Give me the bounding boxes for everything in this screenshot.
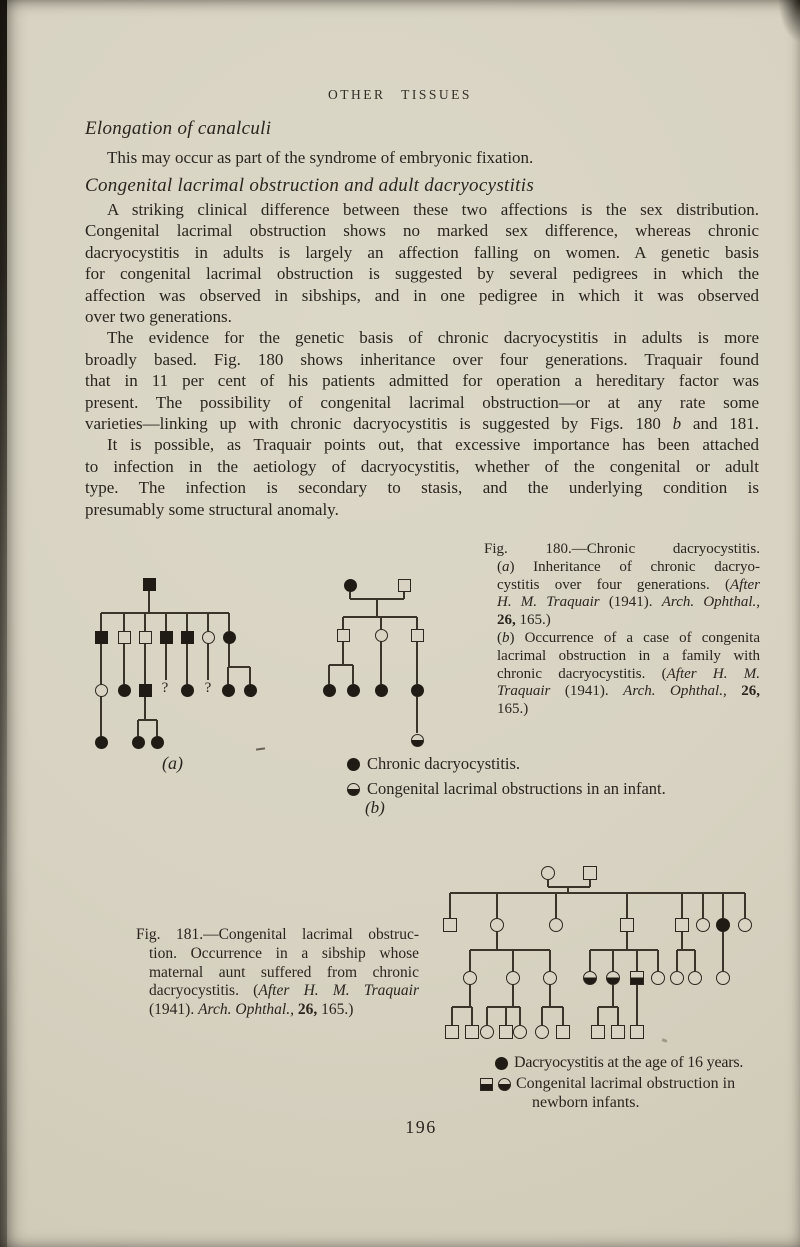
open-square-symbol <box>118 631 131 644</box>
filled-circle-icon <box>347 758 360 771</box>
fig181-legend-congenital-line2: newborn infants. <box>532 1094 640 1111</box>
body-text-line: to infection in the aetiology of dacryocystitis, whether of the congenital or adult <box>85 456 759 476</box>
filled-square-symbol <box>139 684 152 697</box>
open-circle-symbol <box>535 1025 549 1039</box>
fig180-pedigree-a-line <box>165 613 166 631</box>
fig181-pedigree-line <box>487 1006 520 1007</box>
running-head: OTHER TISSUES <box>328 87 472 102</box>
fig180-legend-congenital-text: Congenital lacrimal obstructions in an infant. <box>367 779 666 798</box>
fig180-pedigree-b-line <box>380 617 381 629</box>
filled-circle-symbol <box>344 579 357 592</box>
fig180-pedigree-a-line <box>249 667 250 684</box>
fig181-pedigree-line <box>470 949 550 950</box>
fig180-pedigree-b-line <box>342 641 343 665</box>
section-heading-congenital: Congenital lacrimal obstruction and adult dacryocystitis <box>85 175 535 196</box>
fig181-pedigree-line <box>626 893 627 918</box>
fig180-pedigree-b-line <box>416 617 417 629</box>
half-filled-circle-symbol <box>583 971 597 985</box>
body-text-line: It is possible, as Traquair points out, that excessive importance has been attached <box>107 435 759 455</box>
fig181-caption-line: tion. Occurrence in a sibship whose <box>149 944 419 962</box>
fig180-caption-line: (a) Inheritance of chronic dacryo- <box>497 558 760 575</box>
open-circle-symbol <box>543 971 557 985</box>
fig180-pedigree-a-line <box>165 643 166 680</box>
filled-circle-symbol <box>323 684 336 697</box>
fig181-pedigree-line <box>562 1007 563 1025</box>
fig180-pedigree-a-line <box>123 643 124 684</box>
fig181-pedigree-line <box>744 893 745 918</box>
fig181-pedigree-line <box>722 893 723 918</box>
fig181-pedigree-line <box>496 932 497 950</box>
filled-circle-symbol <box>222 684 235 697</box>
fig180-caption-line: lacrimal obstruction in a family with <box>497 647 760 664</box>
fig180-pedigree-b-line <box>328 665 329 684</box>
fig180-pedigree-b-line <box>376 599 377 617</box>
fig180-pedigree-a-line <box>207 613 208 631</box>
body-text-line: affection was observed in sibships, and in one pedigree in which it was observed <box>85 285 759 305</box>
fig180-caption-line: Fig. 180.—Chronic dacryocystitis. <box>484 541 760 557</box>
open-circle-symbol <box>375 629 388 642</box>
fig181-pedigree-line <box>612 985 613 1007</box>
open-square-symbol <box>675 918 689 932</box>
fig180-caption-line: 165.) <box>497 701 529 718</box>
body-text-line: A striking clinical difference between these two affections is the sex distribution. <box>107 200 759 219</box>
body-text-line: The evidence for the genetic basis of chronic dacryocystitis in adults is more <box>107 328 759 348</box>
open-square-symbol <box>556 1025 570 1039</box>
fig180-pedigree-a-line <box>138 719 157 720</box>
half-filled-circle-symbol <box>606 971 620 985</box>
open-circle-symbol <box>696 918 710 932</box>
open-square-symbol <box>398 579 411 592</box>
fig180-label-b: (b) <box>365 798 385 817</box>
open-circle-symbol <box>651 971 665 985</box>
filled-circle-symbol <box>132 736 145 749</box>
fig180-pedigree-a-line <box>156 720 157 736</box>
section-heading-elongation: Elongation of canalculi <box>85 118 272 139</box>
fig181-pedigree-line <box>597 1007 598 1025</box>
fig180-pedigree-a-line <box>144 613 145 631</box>
fig181-legend-dacryocystitis <box>495 1054 743 1072</box>
fig181-pedigree-line <box>542 1006 563 1007</box>
fig180-legend-chronic-text: Chronic dacryocystitis. <box>367 754 521 773</box>
fig181-pedigree-line <box>676 950 677 971</box>
open-square-symbol <box>465 1025 479 1039</box>
fig181-pedigree-line <box>657 950 658 971</box>
filled-circle-symbol <box>151 736 164 749</box>
fig181-pedigree-line <box>452 1006 472 1007</box>
filled-square-symbol <box>181 631 194 644</box>
fig181-pedigree-line <box>450 892 745 893</box>
fig181-pedigree-line <box>694 950 695 971</box>
open-square-symbol <box>630 1025 644 1039</box>
fig181-pedigree-line <box>496 893 497 918</box>
half-filled-circle-icon <box>498 1078 511 1091</box>
body-text-line: present. The possibility of congenital lacrimal obstruction—or at any rate some <box>85 392 759 412</box>
open-square-symbol <box>445 1025 459 1039</box>
open-square-symbol <box>611 1025 625 1039</box>
fig181-legend-dacryocystitis-text: Dacryocystitis at the age of 16 years. <box>514 1054 744 1071</box>
fig181-caption <box>136 926 419 1020</box>
open-square-symbol <box>411 629 424 642</box>
fig181-pedigree-line <box>512 985 513 1007</box>
fig180-caption-line: cystitis over four generations. (After <box>497 576 760 593</box>
open-square-symbol <box>139 631 152 644</box>
fig181-legend-congenital-text: Congenital lacrimal obstruction in <box>516 1075 736 1092</box>
fig181-legend-congenital <box>480 1075 735 1093</box>
fig181-pedigree-line <box>449 893 450 918</box>
open-circle-symbol <box>688 971 702 985</box>
fig180-legend-chronic <box>347 754 520 774</box>
fig180-pedigree-b-line <box>416 641 417 684</box>
fig181-pedigree-line <box>722 932 723 971</box>
fig180-pedigree-a-line <box>144 696 145 720</box>
fig180-pedigree-a-line <box>100 696 101 736</box>
fig181-pedigree-line <box>469 950 470 971</box>
fig181-pedigree-line <box>612 950 613 971</box>
fig181-pedigree-line <box>677 949 695 950</box>
open-circle-symbol <box>541 866 555 880</box>
fig181-pedigree-line <box>681 893 682 918</box>
open-circle-symbol <box>549 918 563 932</box>
open-circle-symbol <box>480 1025 494 1039</box>
filled-circle-symbol <box>411 684 424 697</box>
fig180-pedigree-b-line <box>329 664 353 665</box>
filled-circle-symbol <box>118 684 131 697</box>
fig180-pedigree-a-line <box>148 590 149 613</box>
fig180-pedigree-b-line <box>416 697 417 733</box>
open-circle-symbol <box>202 631 215 644</box>
filled-circle-symbol <box>244 684 257 697</box>
filled-square-symbol <box>143 578 156 591</box>
body-text-line: broadly based. Fig. 180 shows inheritance over four generations. Traquair found <box>85 349 759 369</box>
fig180-pedigree-a-line <box>123 613 124 631</box>
open-square-symbol <box>443 918 457 932</box>
open-circle-symbol <box>95 684 108 697</box>
fig180-pedigree-a-line <box>186 613 187 631</box>
open-circle-symbol <box>463 971 477 985</box>
fig180-caption-line: H. M. Traquair (1941). Arch. Ophthal., <box>497 594 760 611</box>
fig181-caption-line: dacryocystitis. (After H. M. Traquair <box>149 982 419 1000</box>
fig180-pedigree-b-line <box>380 641 381 684</box>
fig181-pedigree-line <box>681 932 682 950</box>
fig180-label-a: (a) <box>162 753 183 773</box>
fig180-caption-line: chronic dacryocystitis. (After H. M. <box>497 665 760 682</box>
fig181-pedigree-line <box>512 950 513 971</box>
fig180-legend-congenital <box>347 779 666 799</box>
fig181-pedigree-line <box>486 1007 487 1025</box>
filled-circle-symbol <box>223 631 236 644</box>
open-circle-symbol <box>738 918 752 932</box>
body-text-line: that in 11 per cent of his patients admitted for operation a hereditary factor was <box>85 371 759 391</box>
fig180-caption-line: 26, 165.) <box>497 612 551 629</box>
fig181-pedigree-line <box>505 1007 506 1025</box>
fig180-pedigree-a-line <box>100 643 101 684</box>
fig181-pedigree-line <box>548 886 590 887</box>
fig181-caption-line: Fig. 181.—Congenital lacrimal obstruc- <box>136 926 419 943</box>
open-circle-symbol <box>716 971 730 985</box>
fig180-pedigree-a-line <box>228 643 229 667</box>
open-circle-symbol <box>506 971 520 985</box>
fig180-pedigree-b-line <box>352 665 353 684</box>
fig181-pedigree-line <box>549 950 550 971</box>
fig181-pedigree-line <box>590 949 658 950</box>
fig181-caption-line: (1941). Arch. Ophthal., 26, 165.) <box>149 1001 354 1019</box>
half-filled-square-symbol <box>630 971 644 985</box>
open-square-symbol <box>591 1025 605 1039</box>
open-square-symbol <box>620 918 634 932</box>
filled-circle-symbol <box>347 684 360 697</box>
fig181-pedigree-line <box>469 985 470 1007</box>
fig181-pedigree-line <box>636 950 637 971</box>
fig181-caption-line: maternal aunt suffered from chronic <box>149 963 419 981</box>
open-circle-symbol <box>513 1025 527 1039</box>
intro-sentence: This may occur as part of the syndrome of embryonic fixation. <box>107 148 534 167</box>
fig181-pedigree-line <box>519 1007 520 1025</box>
body-text-line: dacryocystitis in adults is largely an affection falling on women. A genetic basis <box>85 242 759 262</box>
fig181-pedigree-line <box>541 1007 542 1025</box>
fig181-pedigree-line <box>555 893 556 918</box>
body-text-line: type. The infection is secondary to stasis, and the underlying condition is <box>85 478 759 498</box>
body-text-line: for congenital lacrimal obstruction is suggested by several pedigrees in which the <box>85 264 759 284</box>
open-square-symbol <box>337 629 350 642</box>
fig180-pedigree-a-line <box>100 613 101 631</box>
fig181-pedigree-line <box>451 1007 452 1025</box>
fig181-pedigree-line <box>617 1007 618 1025</box>
open-square-symbol <box>499 1025 513 1039</box>
fig181-pedigree-line <box>636 985 637 1025</box>
half-filled-circle-icon <box>347 783 360 796</box>
fig180-pedigree-a-line <box>228 613 229 631</box>
fig180-pedigree-a-line <box>227 667 228 684</box>
uncertain-question-mark: ? <box>204 680 212 696</box>
fig180-pedigree-a-line <box>207 643 208 680</box>
filled-square-symbol <box>95 631 108 644</box>
fig181-pedigree-line <box>702 893 703 918</box>
fig180-caption-line: (b) Occurrence of a case of congenita <box>497 629 760 646</box>
fig181-pedigree-line <box>471 1007 472 1025</box>
fig180-caption-line: Traquair (1941). Arch. Ophthal., 26, <box>497 683 760 700</box>
open-square-symbol <box>583 866 597 880</box>
filled-circle-symbol <box>181 684 194 697</box>
fig181-pedigree-line <box>549 985 550 1007</box>
fig181-pedigree-line <box>589 950 590 971</box>
half-filled-circle-symbol <box>411 734 424 747</box>
half-filled-square-icon <box>480 1078 493 1091</box>
filled-circle-symbol <box>95 736 108 749</box>
page-number: 196 <box>405 1117 437 1137</box>
uncertain-question-mark: ? <box>161 680 169 696</box>
body-text-line: over two generations. <box>85 307 232 327</box>
fig180-pedigree-a-line <box>228 666 250 667</box>
open-circle-symbol <box>490 918 504 932</box>
fig180-pedigree-a-line <box>137 720 138 736</box>
body-text-line: Congenital lacrimal obstruction shows no marked sex difference, whereas chronic <box>85 221 759 241</box>
filled-square-symbol <box>160 631 173 644</box>
body-text-line: varieties—linking up with chronic dacryocystitis is suggested by Figs. 180 b and 181. <box>85 414 759 434</box>
filled-circle-symbol <box>716 918 730 932</box>
fig180-pedigree-a-line <box>186 643 187 684</box>
filled-circle-icon <box>495 1057 508 1070</box>
fig180-pedigree-b-line <box>342 617 343 629</box>
open-circle-symbol <box>670 971 684 985</box>
filled-circle-symbol <box>375 684 388 697</box>
body-text-line: presumably some structural anomaly. <box>85 499 339 519</box>
fig180-pedigree-a-line <box>144 643 145 684</box>
fig181-pedigree-line <box>598 1006 618 1007</box>
fig181-pedigree-line <box>626 932 627 950</box>
